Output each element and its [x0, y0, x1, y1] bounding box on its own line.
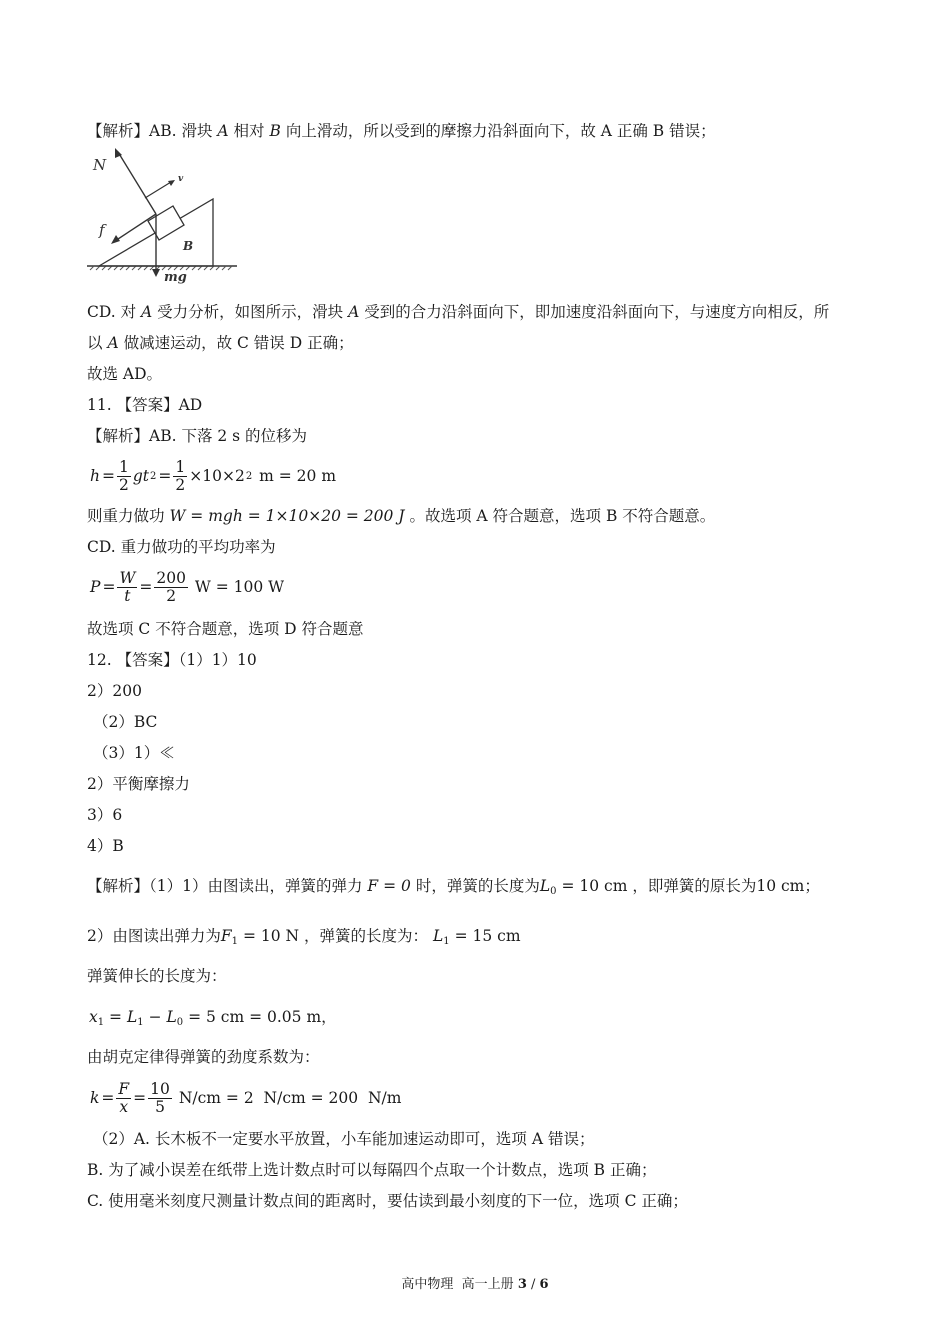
denominator: 2 — [118, 475, 129, 494]
eq-var: x — [89, 1008, 98, 1026]
hooke-intro: 由胡克定律得弹簧的劲度系数为： — [87, 1048, 320, 1066]
subscript: 1 — [443, 936, 450, 947]
var-a: A — [217, 122, 229, 140]
question-11-answer: 11. 【答案】AD — [87, 396, 203, 414]
equation-stretch — [89, 1007, 337, 1033]
page-footer — [0, 1276, 950, 1294]
numerator: 200 — [156, 568, 186, 587]
numerator: 1 — [175, 457, 186, 476]
eq-lhs: h — [90, 467, 100, 485]
question-12-answer: 12. 【答案】（1）1）10 — [87, 651, 257, 669]
answer-item: 2）平衡摩擦力 — [87, 775, 190, 793]
fraction — [117, 459, 131, 494]
length-value: = 15 cm — [449, 927, 521, 945]
text: 做减速运动，故 C 错误 D 正确； — [123, 334, 354, 352]
eq-var: L — [166, 1008, 177, 1026]
force-diagram — [85, 147, 245, 287]
normal-force-label: N — [93, 156, 107, 174]
work-line — [87, 506, 715, 526]
subscript: 1 — [137, 1017, 144, 1028]
fraction — [116, 1081, 131, 1116]
friction-label: f — [99, 221, 105, 239]
text: 受到的合力沿斜面向下，即加速度沿斜面向下，与速度方向相反，所 — [364, 303, 830, 321]
normal-force-arrow — [118, 152, 156, 214]
var-b: B — [269, 122, 281, 140]
work-equation: W = mgh = 1×10×20 = 200 J — [169, 507, 405, 525]
velocity-arrow — [145, 182, 171, 198]
eq-result: m = 20 m — [254, 467, 337, 485]
eq-sign: = — [101, 467, 115, 485]
text: 向上滑动，所以受到的摩擦力沿斜面向下，故 A 正确 B 错误； — [285, 122, 716, 140]
question-11-analysis: 【解析】AB. 下落 2 s 的位移为 — [87, 427, 308, 445]
power-intro: CD. 重力做功的平均功率为 — [87, 538, 276, 556]
text: 【解析】AB. 滑块 — [87, 122, 213, 140]
eq-var: L — [126, 1008, 138, 1026]
subscript: 1 — [97, 1017, 105, 1028]
var-a: A — [141, 303, 153, 321]
footer-subject: 高中物理 高一上册 — [401, 1277, 518, 1292]
natural-length: 10 cm — [756, 877, 805, 895]
eq-result: W = 100 W — [189, 578, 285, 596]
exponent: 2 — [245, 470, 253, 482]
block-a — [148, 206, 184, 240]
page-separator: / — [526, 1277, 540, 1292]
force-value: = 10 N — [238, 927, 300, 945]
text: 相对 — [233, 122, 265, 140]
eq-lhs: k — [90, 1089, 100, 1107]
force-value: F = 0 — [367, 877, 411, 895]
part-2-a: （2）A. 长木板不一定要水平放置，小车能加速运动即可，选项 A 错误； — [93, 1130, 595, 1148]
length-value: = 10 cm — [556, 877, 628, 895]
eq-sign: = — [133, 1089, 147, 1107]
selection-line: 故选 AD。 — [87, 365, 163, 383]
gravity-arrowhead — [152, 269, 160, 277]
text: ； — [804, 877, 820, 895]
fraction — [154, 570, 188, 605]
text: 时，弹簧的长度为 — [415, 877, 540, 895]
text: 。故选项 A 符合题意，选项 B 不符合题意。 — [409, 507, 716, 525]
text: ， — [321, 1008, 337, 1026]
numerator: F — [118, 1079, 130, 1098]
answer-item: 3）6 — [87, 806, 123, 824]
eq-sign: = — [101, 1089, 115, 1107]
eq-sign: = — [102, 578, 116, 596]
analysis-cd-line-1 — [87, 302, 829, 322]
eq-lhs: P — [90, 578, 101, 596]
stretch-intro: 弹簧伸长的长度为： — [87, 967, 227, 985]
var-a: A — [348, 303, 360, 321]
eq-sign: − — [143, 1008, 167, 1026]
eq-sign: = — [158, 467, 172, 485]
eq-result: = 5 cm = 0.05 m — [183, 1008, 322, 1026]
eq-result: N/cm = 2 N/cm = 200 N/m — [173, 1089, 402, 1107]
numerator: 10 — [150, 1079, 170, 1098]
answer-item: （3）1）≪ — [93, 744, 175, 762]
equation-displacement — [89, 456, 337, 496]
text: CD. 对 — [87, 303, 137, 321]
text: 则重力做功 — [87, 507, 165, 525]
denominator: 2 — [166, 586, 177, 605]
analysis-spring-2 — [87, 926, 521, 952]
answer-item: 4）B — [87, 837, 124, 855]
page-number: 3 — [517, 1277, 527, 1292]
subscript: 0 — [176, 1017, 184, 1028]
equation-power — [89, 567, 285, 607]
fraction — [117, 570, 137, 605]
friction-arrow — [115, 214, 156, 241]
text: ，弹簧的长度为： — [304, 927, 429, 945]
length-var: L — [539, 877, 551, 895]
page-total: 6 — [539, 1277, 549, 1292]
analysis-spring-1 — [87, 876, 820, 902]
denominator: 5 — [155, 1097, 165, 1116]
denominator: 2 — [175, 475, 186, 494]
analysis-cd-line-2 — [87, 333, 354, 353]
text: 2）由图读出弹力为 — [87, 927, 221, 945]
text: 以 — [87, 334, 103, 352]
text: ，即弹簧的原长为 — [632, 877, 757, 895]
subscript: 1 — [231, 936, 239, 947]
selection-line-2: 故选项 C 不符合题意，选项 D 符合题意 — [87, 620, 364, 638]
denominator: t — [124, 586, 131, 605]
wedge-label: B — [183, 239, 194, 253]
length-var: L — [432, 927, 444, 945]
force-var: F — [220, 927, 232, 945]
fraction — [148, 1081, 172, 1116]
gravity-label: mg — [164, 270, 187, 285]
eq-term: gt — [132, 467, 150, 485]
eq-sign: = — [139, 578, 153, 596]
numerator: W — [119, 568, 136, 587]
answer-item: （2）BC — [93, 713, 158, 731]
numerator: 1 — [118, 457, 129, 476]
friction-arrowhead — [111, 235, 120, 244]
subscript: 0 — [550, 886, 557, 897]
exponent: 2 — [150, 470, 157, 482]
analysis-line-1 — [87, 121, 716, 141]
fraction — [173, 459, 187, 494]
part-2-b: B. 为了减小误差在纸带上选计数点时可以每隔四个点取一个计数点，选项 B 正确； — [87, 1161, 657, 1179]
text: 【解析】（1）1）由图读出，弹簧的弹力 — [87, 877, 363, 895]
var-a: A — [107, 334, 119, 352]
equation-spring-constant — [89, 1077, 402, 1119]
eq-term: ×10×2 — [189, 467, 245, 485]
velocity-label: v — [178, 174, 184, 184]
denominator: x — [119, 1097, 129, 1116]
text: 受力分析，如图所示，滑块 — [157, 303, 344, 321]
part-2-c: C. 使用毫米刻度尺测量计数点间的距离时，要估读到最小刻度的下一位，选项 C 正确； — [87, 1192, 688, 1210]
eq-sign: = — [104, 1008, 127, 1026]
answer-item: 2）200 — [87, 682, 142, 700]
